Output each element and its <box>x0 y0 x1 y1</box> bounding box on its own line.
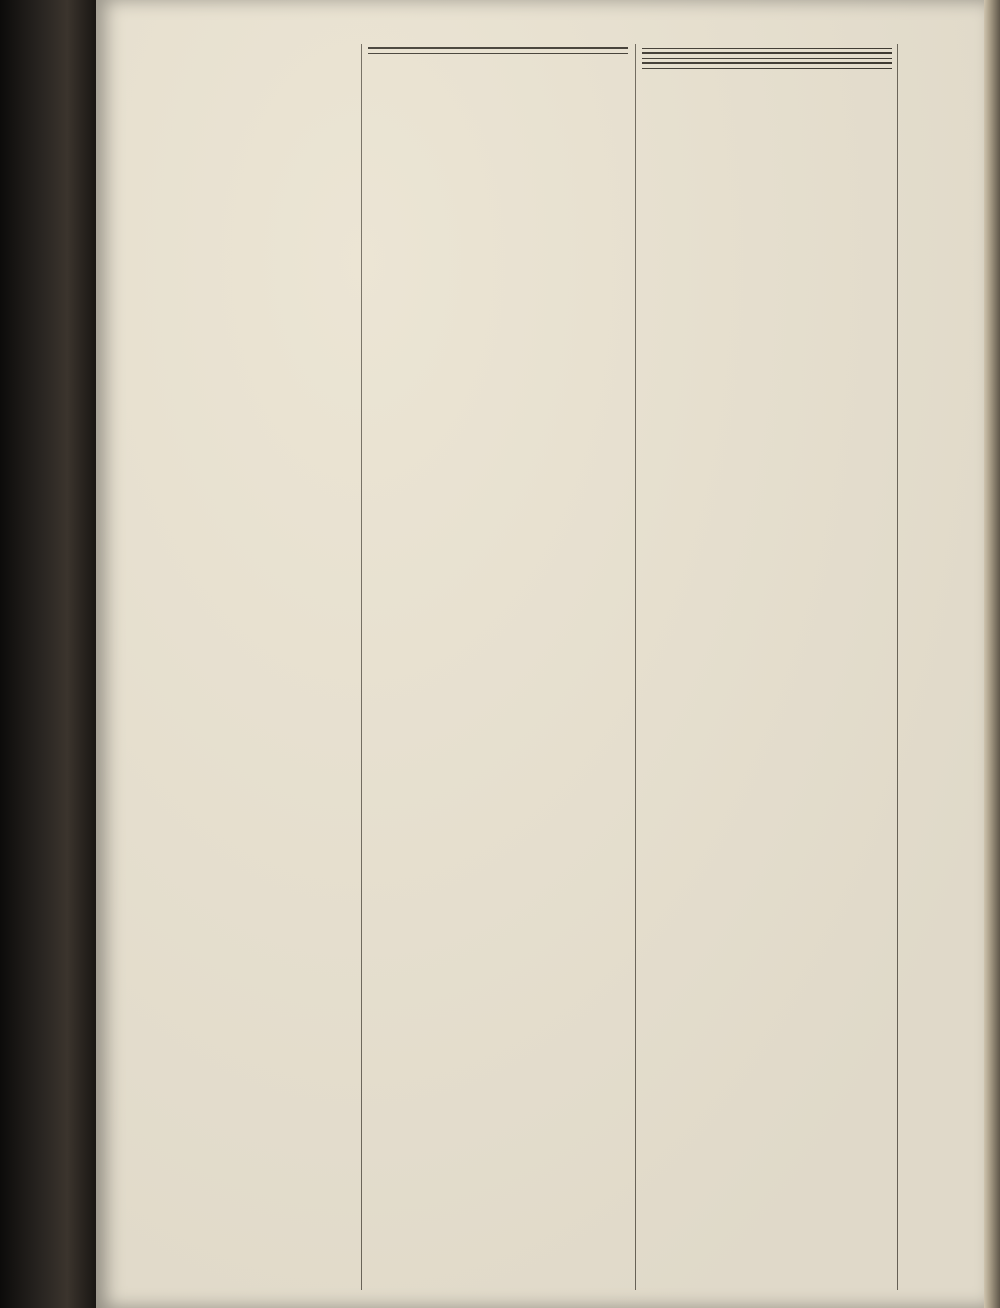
column-4-cut-off <box>904 44 984 1290</box>
column-3 <box>642 44 892 1290</box>
section-divider <box>368 53 628 54</box>
section-divider <box>368 47 628 49</box>
section-divider <box>642 68 892 69</box>
column-2 <box>368 44 628 1290</box>
next-page-edge <box>984 0 1000 1308</box>
newspaper-page <box>96 0 984 1308</box>
column-rule <box>635 44 636 1290</box>
section-divider <box>642 48 892 49</box>
section-divider <box>642 52 892 54</box>
section-divider <box>642 62 892 64</box>
column-1 <box>108 44 354 1290</box>
book-binding <box>0 0 96 1308</box>
column-rule <box>897 44 898 1290</box>
section-divider <box>642 58 892 59</box>
column-rule <box>361 44 362 1290</box>
